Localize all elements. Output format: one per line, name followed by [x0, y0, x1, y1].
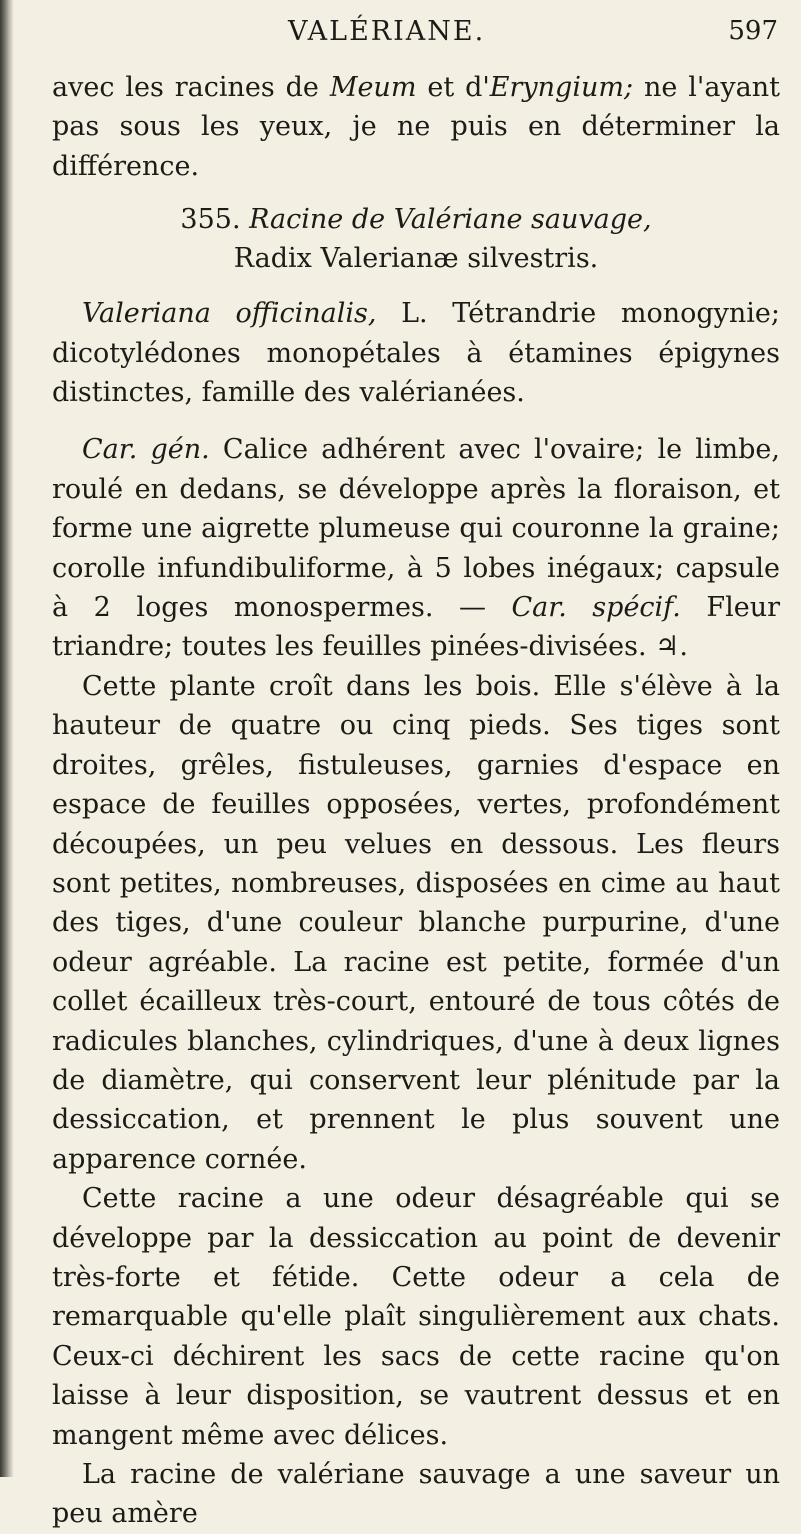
botany-paragraph — [52, 294, 780, 412]
running-title: VALÉRIANE. — [288, 16, 486, 47]
specific-characters-label: Car. spécif. — [511, 592, 681, 624]
intro-text-3: ne l'ayant pas sous les yeux, je ne puis en déterminer la différence. — [52, 72, 781, 182]
odor-paragraph: Cette racine a une odeur désagréable qui se développe par la dessiccation au point de devenir très-forte et fétide. Cette odeur a cela de remarquable qu'elle plaît singulièrement aux chats. Ceux-ci déchirent les sacs de cette racine qu'on laisse à leur disposition, se vautrent dessus et en mangent même avec délices. — [52, 1183, 780, 1451]
page-number: 597 — [728, 16, 778, 46]
generic-characters-text: Calice adhérent avec l'ovaire; le limbe, roulé en dedans, se développe après la floraison, et forme une aigrette plumeuse qui couronne la graine; corolle infundibuliforme, à 5 lobes inégaux; capsule à 2 loges monospermes. — — [52, 434, 780, 624]
page-header — [52, 8, 780, 48]
section-title: Racine de Valériane sauvage, — [249, 204, 652, 236]
section-title-line — [52, 200, 780, 239]
characters-paragraph — [52, 430, 780, 666]
description-paragraph: Cette plante croît dans les bois. Elle s'élève à la hauteur de quatre ou cinq pieds. Ses tiges sont droites, grêles, fistuleuses, garnies d'espace en espace de feuilles opposées, vertes, profondément découpées, un peu velues en dessous. Les fleurs sont petites, nombreuses, disposées en cime au haut des tiges, d'une couleur blanche purpurine, d'une odeur agréable. La racine est petite, formée d'un collet écailleux très-court, entouré de tous côtés de radicules blanches, cylindriques, d'une à deux lignes de diamètre, qui conservent leur plénitude par la dessiccation, et prennent le plus souvent une apparence cornée. — [52, 670, 780, 1175]
section-latin-name: Radix Valerianæ silvestris. — [233, 243, 599, 275]
species-name: Valeriana officinalis, — [82, 298, 377, 330]
intro-text-2: et d' — [416, 72, 490, 103]
taste-paragraph: La racine de valériane sauvage a une saveur un peu amère — [52, 1459, 780, 1530]
intro-italic-eryngium: Eryngium; — [489, 72, 634, 103]
generic-characters-label: Car. gén. — [82, 434, 210, 466]
classification-text: L. Tétrandrie monogynie; dicotylédones monopétales à étamines épigynes distinctes, famille des valérianées. — [52, 298, 780, 409]
section-number: 355. — [180, 204, 250, 236]
book-gutter — [0, 0, 14, 1477]
specific-characters-text: Fleur triandre; toutes les feuilles pinées-divisées. ♃. — [52, 592, 780, 663]
intro-italic-meum: Meum — [329, 72, 417, 103]
intro-paragraph — [52, 68, 780, 186]
book-page — [52, 16, 781, 1534]
section-heading — [52, 200, 780, 278]
intro-text-1: avec les racines de — [52, 72, 330, 103]
